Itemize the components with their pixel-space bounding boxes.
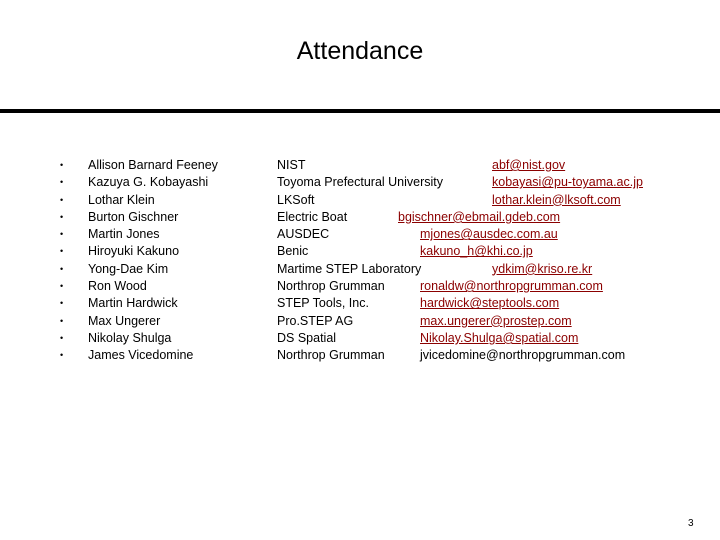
- attendee-organization: Electric Boat: [277, 209, 348, 224]
- attendee-organization: DS Spatial: [277, 330, 337, 345]
- bullet-icon: •: [60, 315, 64, 326]
- attendee-row: [0, 347, 720, 364]
- attendee-name: Yong-Dae Kim: [88, 261, 169, 276]
- bullet-icon: •: [60, 298, 64, 309]
- title-divider: [0, 109, 720, 113]
- bullet-icon: •: [60, 177, 64, 188]
- attendee-email-link[interactable]: ydkim@kriso.re.kr: [492, 261, 593, 276]
- attendee-organization: Toyoma Prefectural University: [277, 175, 444, 190]
- attendee-name: Lothar Klein: [88, 192, 155, 207]
- attendee-email-link[interactable]: ronaldw@northropgrumman.com: [420, 279, 603, 294]
- bullet-icon: •: [60, 246, 64, 257]
- attendee-list: [0, 157, 720, 365]
- attendee-organization: Pro.STEP AG: [277, 313, 354, 328]
- attendee-row: [0, 209, 720, 226]
- attendee-email-link[interactable]: lothar.klein@lksoft.com: [492, 192, 621, 207]
- page-number: 3: [688, 518, 694, 529]
- slide-title: Attendance: [296, 37, 424, 65]
- attendee-organization: LKSoft: [277, 192, 315, 207]
- bullet-icon: •: [60, 350, 64, 361]
- attendee-organization: STEP Tools, Inc.: [277, 296, 369, 311]
- attendee-name: Ron Wood: [88, 279, 147, 294]
- attendee-organization: Benic: [277, 244, 309, 259]
- attendee-organization: Martime STEP Laboratory: [277, 261, 422, 276]
- attendee-row: [0, 278, 720, 295]
- attendee-email-link[interactable]: hardwick@steptools.com: [420, 296, 560, 311]
- attendee-name: Burton Gischner: [88, 209, 179, 224]
- attendee-name: Martin Hardwick: [88, 296, 178, 311]
- attendee-email-link[interactable]: Nikolay.Shulga@spatial.com: [420, 330, 579, 345]
- bullet-icon: •: [60, 263, 64, 274]
- bullet-icon: •: [60, 194, 64, 205]
- bullet-icon: •: [60, 211, 64, 222]
- attendee-name: Hiroyuki Kakuno: [88, 244, 180, 259]
- attendee-row: [0, 261, 720, 278]
- bullet-icon: •: [60, 332, 64, 343]
- attendee-email-link[interactable]: bgischner@ebmail.gdeb.com: [398, 209, 561, 224]
- attendee-name: James Vicedomine: [88, 348, 194, 363]
- attendee-row: [0, 330, 720, 347]
- attendee-email-link[interactable]: abf@nist.gov: [492, 158, 566, 172]
- attendee-organization: AUSDEC: [277, 227, 330, 242]
- attendee-organization: Northrop Grumman: [277, 279, 385, 294]
- attendee-row: [0, 313, 720, 330]
- bullet-icon: •: [60, 281, 64, 292]
- attendee-row: [0, 174, 720, 191]
- attendee-email-link[interactable]: kakuno_h@khi.co.jp: [420, 244, 533, 259]
- attendee-name: Allison Barnard Feeney: [88, 158, 218, 172]
- attendee-email: jvicedomine@northropgrumman.com: [420, 348, 626, 363]
- attendee-name: Max Ungerer: [88, 313, 161, 328]
- attendee-name: Nikolay Shulga: [88, 330, 172, 345]
- attendee-name: Martin Jones: [88, 227, 160, 242]
- attendee-row: [0, 243, 720, 260]
- attendee-email-link[interactable]: kobayasi@pu-toyama.ac.jp: [492, 175, 643, 190]
- attendee-organization: Northrop Grumman: [277, 348, 385, 363]
- attendee-row: [0, 192, 720, 209]
- attendee-email-link[interactable]: mjones@ausdec.com.au: [420, 227, 558, 242]
- attendee-name: Kazuya G. Kobayashi: [88, 175, 209, 190]
- attendee-row: [0, 226, 720, 243]
- attendee-organization: NIST: [277, 158, 306, 172]
- attendee-email-link[interactable]: max.ungerer@prostep.com: [420, 313, 572, 328]
- bullet-icon: •: [60, 160, 64, 170]
- bullet-icon: •: [60, 229, 64, 240]
- attendee-row: [0, 295, 720, 312]
- attendee-row: [0, 157, 720, 174]
